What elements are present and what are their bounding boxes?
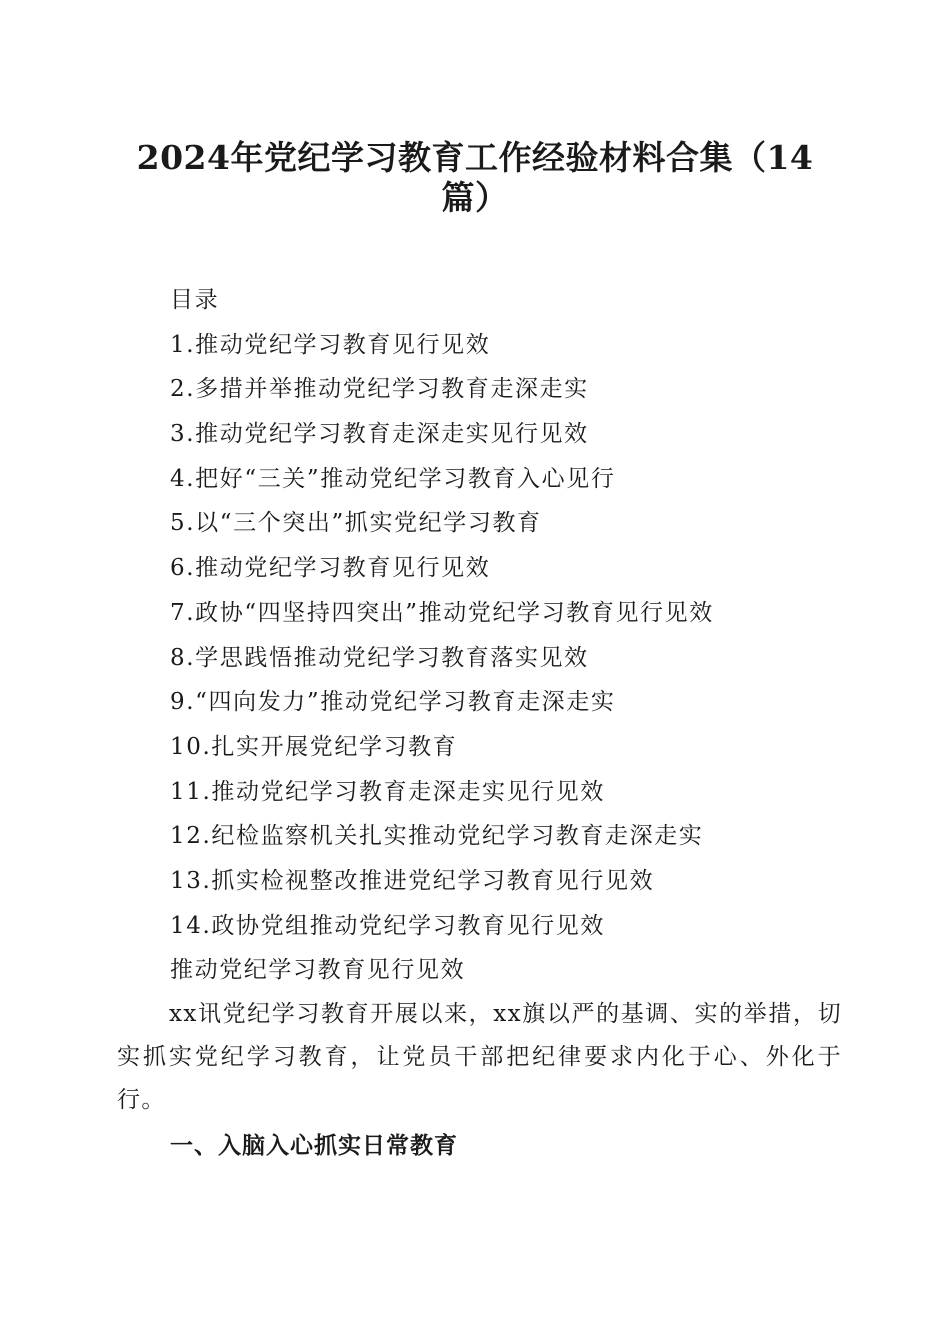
toc-item: 1.推动党纪学习教育见行见效 [170, 331, 491, 358]
toc-item: 5.以“三个突出”抓实党纪学习教育 [170, 510, 542, 537]
toc-item: 3.推动党纪学习教育走深走实见行见效 [170, 421, 589, 448]
title-line-1: 2024年党纪学习教育工作经验材料合集（14 [136, 138, 814, 177]
toc-item: 12.纪检监察机关扎实推动党纪学习教育走深走实 [170, 823, 704, 850]
toc-item: 8.学思践悟推动党纪学习教育落实见效 [170, 644, 589, 671]
document-title [100, 138, 850, 218]
intro-paragraph: xx讯党纪学习教育开展以来，xx旗以严的基调、实的举措，切实抓实党纪学习教育，让党员干部把纪律要求内化于心、外化于行。 [117, 1001, 842, 1113]
article-body [117, 993, 842, 1122]
section-heading: 一、入脑入心抓实日常教育 [170, 1133, 458, 1159]
title-line-2: 篇） [441, 178, 509, 217]
toc-heading: 目录 [170, 287, 220, 313]
article-title: 推动党纪学习教育见行见效 [170, 957, 466, 984]
toc-item: 13.抓实检视整改推进党纪学习教育见行见效 [170, 867, 655, 894]
toc-item: 9.“四向发力”推动党纪学习教育走深走实 [170, 689, 616, 716]
toc-item: 14.政协党组推动党纪学习教育见行见效 [170, 912, 605, 939]
toc-item: 10.扎实开展党纪学习教育 [170, 733, 458, 760]
toc-item: 6.推动党纪学习教育见行见效 [170, 555, 491, 582]
toc-item: 4.把好“三关”推动党纪学习教育入心见行 [170, 465, 616, 492]
toc-item: 2.多措并举推动党纪学习教育走深走实 [170, 376, 589, 403]
toc-item: 7.政协“四坚持四突出”推动党纪学习教育见行见效 [170, 599, 714, 626]
table-of-contents [170, 278, 870, 993]
toc-item: 11.推动党纪学习教育走深走实见行见效 [170, 778, 605, 805]
